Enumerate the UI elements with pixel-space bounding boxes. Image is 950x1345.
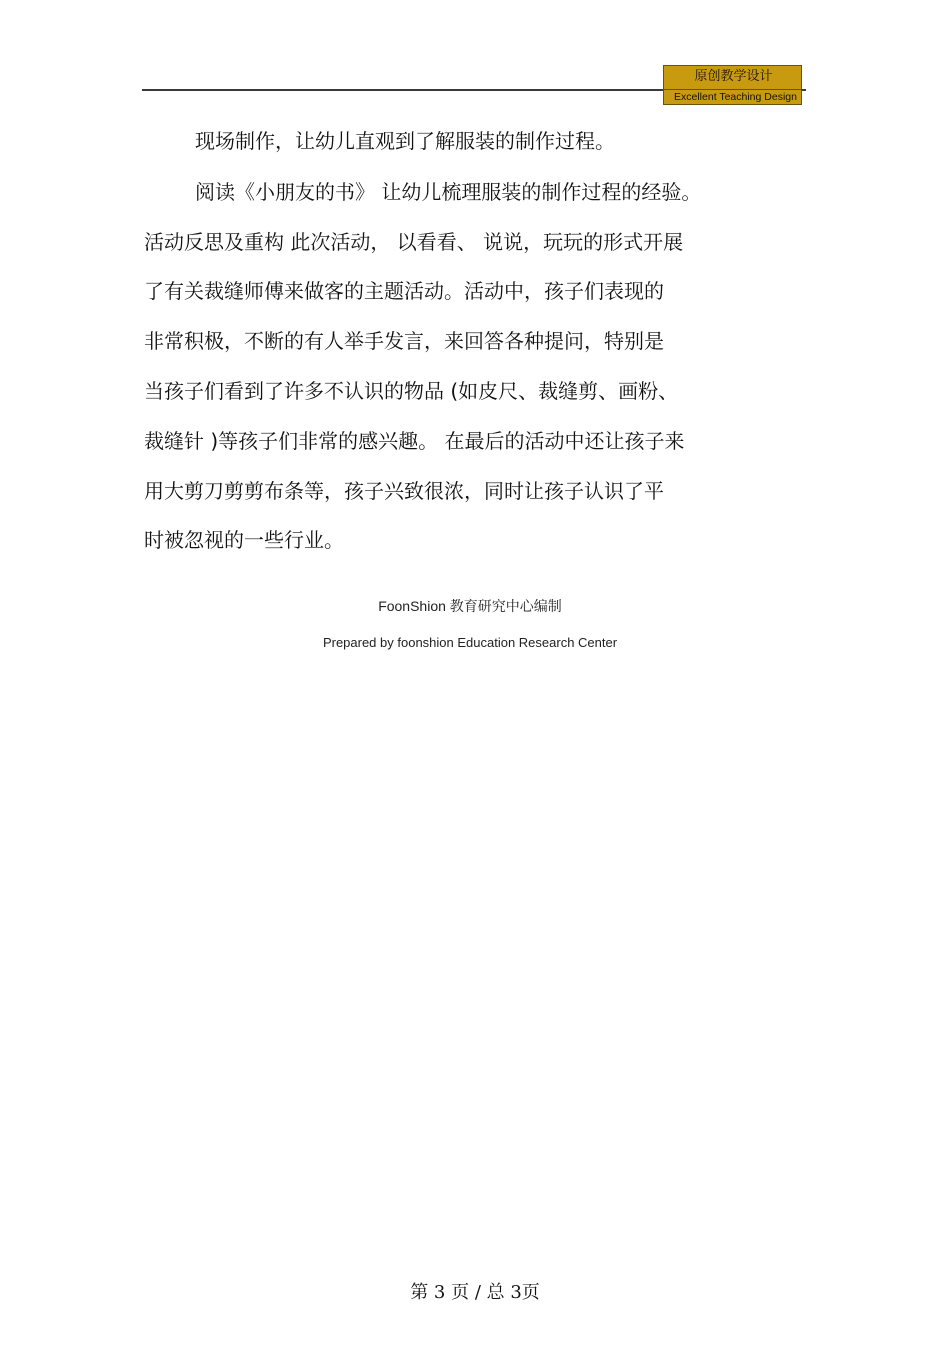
paragraph-line-9: 时被忽视的一些行业。 [144,528,344,552]
paragraph-line-8: 用大剪刀剪剪布条等，孩子兴致很浓，同时让孩子认识了平 [144,479,664,503]
header-badge [663,65,802,105]
publisher-line-cn: FoonShion 教育研究中心编制 [378,598,562,614]
paragraph-line-7: 裁缝针 )等孩子们非常的感兴趣。 在最后的活动中还让孩子来 [144,429,685,453]
paragraph-line-6: 当孩子们看到了许多不认识的物品 (如皮尺、裁缝剪、画粉、 [144,379,679,403]
publisher-line-en: Prepared by foonshion Education Research Center [322,635,618,650]
badge-divider [664,89,801,90]
page-number: 第 3 页 / 总 3页 [410,1282,540,1303]
paragraph-line-4: 了有关裁缝师傅来做客的主题活动。活动中，孩子们表现的 [144,279,664,303]
paragraph-line-1: 现场制作，让幼儿直观到了解服装的制作过程。 [195,129,615,153]
paragraph-line-2: 阅读《小朋友的书》 让幼儿梳理服装的制作过程的经验。 [195,180,702,204]
badge-title-en: Excellent Teaching Design [674,91,797,103]
badge-title-cn: 原创教学设计 [694,69,773,84]
paragraph-line-3: 活动反思及重构 此次活动， 以看看、 说说，玩玩的形式开展 [144,230,684,254]
paragraph-line-5: 非常积极，不断的有人举手发言，来回答各种提问，特别是 [144,329,664,353]
